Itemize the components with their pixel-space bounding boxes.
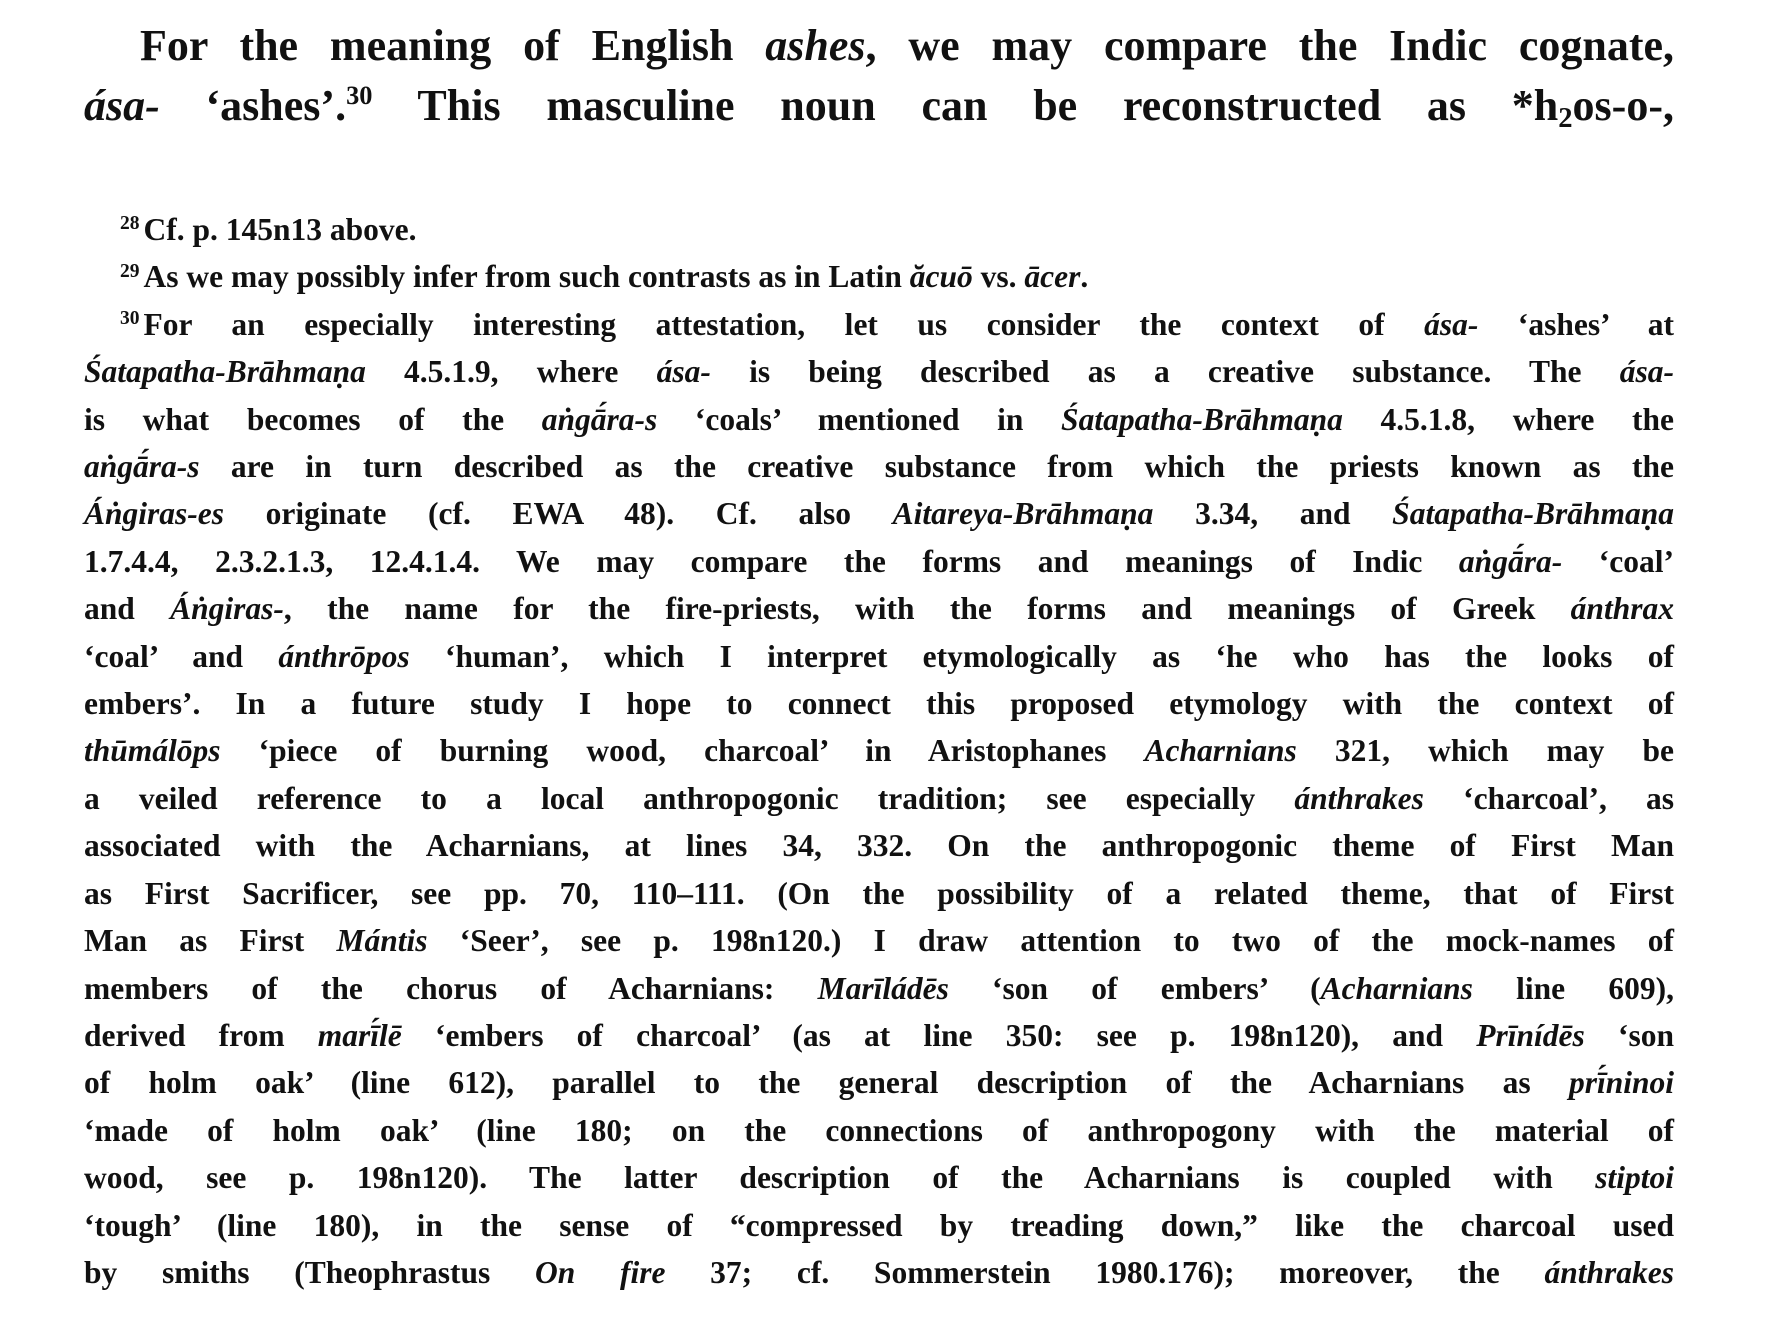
footnote-number: 29 (120, 260, 140, 282)
fn30-line: Śatapatha-Brāhmaṇa 4.5.1.9, where ása- is being described as a creative substance. The ása- (84, 354, 1674, 390)
fn30-line: wood, see p. 198n120). The latter description of the Acharnians is coupled with stiptoi (84, 1160, 1674, 1196)
footnote-28 (84, 206, 1674, 253)
text-run: , we may compare the Indic cognate, (865, 21, 1675, 70)
fn30-line: of holm oak’ (line 612), parallel to the general description of the Acharnians as prī́ninoi (84, 1065, 1674, 1101)
subscript: 2 (1558, 103, 1573, 135)
fn30-line: associated with the Acharnians, at lines 34, 332. On the anthropogonic theme of First Man (84, 828, 1674, 864)
text-run: ‘ashes’. (159, 81, 347, 130)
fn30-line: ‘tough’ (line 180), in the sense of “compressed by treading down,” like the charcoal used (84, 1207, 1674, 1243)
main-line-1 (84, 16, 1674, 76)
footnote-number: 30 (120, 308, 140, 330)
fn30-line: aṅgā́ra-s are in turn described as the creative substance from which the priests known as the (84, 449, 1674, 485)
fn30-line: Áṅgiras-es originate (cf. EWA 48). Cf. also Aitareya-Brāhmaṇa 3.34, and Śatapatha-Brāhmaṇa (84, 496, 1675, 532)
footnote-number: 28 (120, 213, 140, 235)
footnote-29 (84, 253, 1674, 300)
fn30-line: is what becomes of the aṅgā́ra-s ‘coals’ mentioned in Śatapatha-Brāhmaṇa 4.5.1.8, where the (84, 401, 1674, 437)
fn30-line: derived from marī́lē ‘embers of charcoal’ (as at line 350: see p. 198n120), and Prīnídēs ‘son (84, 1017, 1675, 1053)
footnote-text: vs. (972, 259, 1025, 295)
text-run: For the meaning of English (140, 21, 766, 70)
text-run: os-o-, (1572, 81, 1674, 130)
fn30-line: members of the chorus of Acharnians: Marīládēs ‘son of embers’ (Acharnians line 609), (84, 970, 1674, 1006)
footnotes (84, 206, 1674, 1296)
fn30-line: ‘made of holm oak’ (line 180; on the connections of anthropogony with the material of (84, 1112, 1674, 1148)
footnote-text: Cf. p. 145n13 above. (143, 212, 417, 247)
footnote-30 (84, 301, 1674, 1297)
fn30-line: by smiths (Theophrastus On fire 37; cf. Sommerstein 1980.176); moreover, the ánthrakes (84, 1254, 1674, 1290)
footnote-text: As we may possibly infer from such contrasts as in Latin (143, 259, 910, 295)
fn30-line: embers’. In a future study I hope to connect this proposed etymology with the context of (84, 686, 1674, 722)
italic-term: ăcuō (909, 259, 973, 295)
text-run: This masculine noun can be reconstructed as *h (372, 81, 1559, 130)
fn30-line: ‘coal’ and ánthrōpos ‘human’, which I interpret etymologically as ‘he who has the looks of (84, 638, 1674, 674)
fn30-line: 1.7.4.4, 2.3.2.1.3, 12.4.1.4. We may compare the forms and meanings of Indic aṅgā́ra- ‘coal’ (84, 543, 1674, 579)
fn30-line: as First Sacrificer, see pp. 70, 110–111. (On the possibility of a related theme, that of First (84, 875, 1674, 911)
fn30-line: a veiled reference to a local anthropogonic tradition; see especially ánthrakes ‘charcoal’, as (84, 780, 1674, 816)
footnote-text: . (1080, 259, 1089, 295)
fn30-line: and Áṅgiras-, the name for the fire-priests, with the forms and meanings of Greek ánthrax (84, 591, 1674, 627)
italic-term: ācer (1024, 259, 1081, 295)
fn30-line: Man as First Mántis ‘Seer’, see p. 198n120.) I draw attention to two of the mock-names of (84, 923, 1674, 959)
main-line-2 (84, 76, 1674, 136)
fn30-line: $^{30}$ For an especially interesting attestation, let us consider the context of ása- ‘ashes’ at (120, 306, 1674, 342)
italic-term: ashes (765, 21, 866, 70)
page (84, 0, 1674, 1296)
footnote-ref: 30 (346, 80, 373, 111)
italic-term: ása- (84, 81, 160, 130)
main-text (84, 16, 1674, 136)
fn30-line: thūmálōps ‘piece of burning wood, charcoal’ in Aristophanes Acharnians 321, which may be (84, 733, 1675, 769)
